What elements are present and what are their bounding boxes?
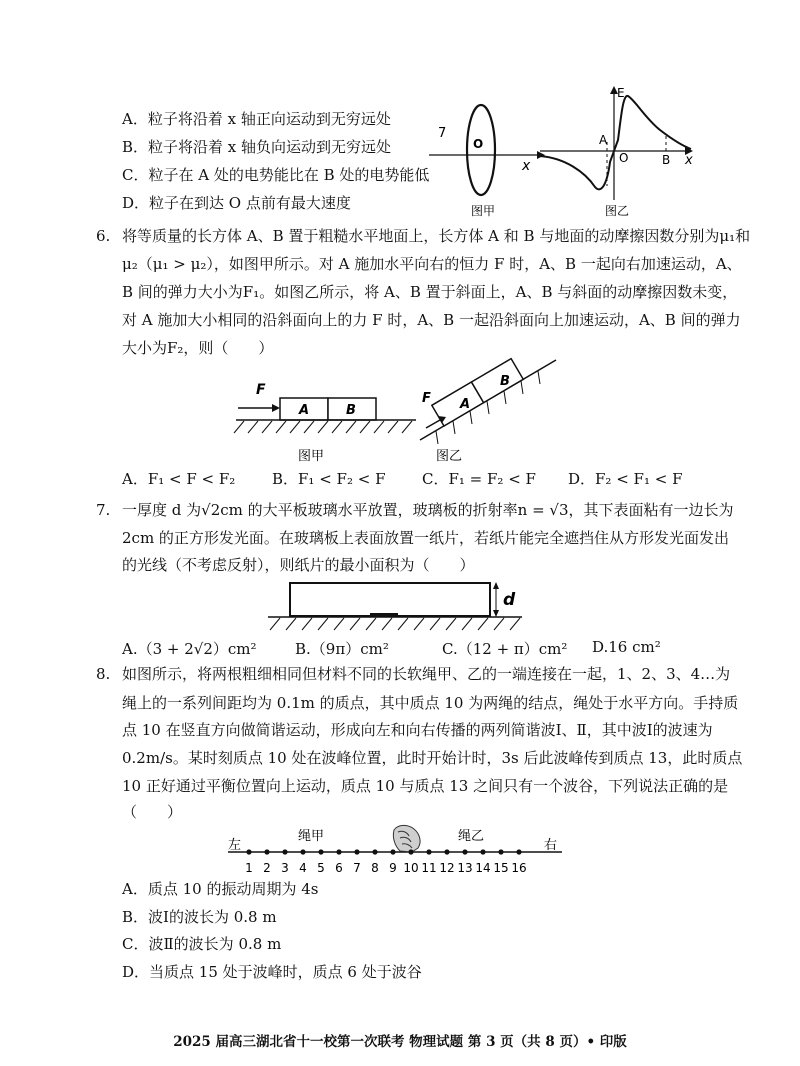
block-b-label: B xyxy=(346,403,356,418)
thickness-label: d xyxy=(503,590,516,610)
q7-number: 7. xyxy=(96,501,111,519)
rope-point-label-4: 4 xyxy=(299,861,307,875)
rope-point-10 xyxy=(408,849,413,854)
rope-point-11 xyxy=(426,849,431,854)
fig2-a-label: A xyxy=(599,133,608,147)
rope-point-label-7: 7 xyxy=(353,861,361,875)
fig1-caption: 图甲 xyxy=(471,204,496,218)
q7-line-3: 的光线（不考虑反射），则纸片的最小面积为（ ） xyxy=(122,556,475,574)
q6-option-a: A．F₁ < F < F₂ xyxy=(122,470,236,488)
fig1-o-label: O xyxy=(473,137,484,151)
left-label: 左 xyxy=(228,838,242,853)
q7-option-a: A.（3 + 2√2）cm² xyxy=(122,640,257,658)
hand-icon xyxy=(393,825,420,852)
rope-point-12 xyxy=(444,849,449,854)
rope-point-label-10: 10 xyxy=(403,861,419,875)
rope-point-label-15: 15 xyxy=(493,861,509,875)
force-arrow-icon xyxy=(272,404,280,412)
q8-option-c: C．波Ⅱ的波长为 0.8 m xyxy=(122,935,282,953)
rope-point-2 xyxy=(264,849,269,854)
rope-point-8 xyxy=(372,849,377,854)
q7-option-b: B.（9π）cm² xyxy=(295,640,389,658)
q5-option-c: C．粒子在 A 处的电势能比在 B 处的电势能低 xyxy=(122,166,430,184)
q6-line-5: 大小为F₂，则（ ） xyxy=(122,339,274,357)
rope-point-label-14: 14 xyxy=(475,861,491,875)
rope-point-label-11: 11 xyxy=(421,861,437,875)
q7-line-2: 2cm 的正方形发光面。在玻璃板上表面放置一纸片，若纸片能完全遮挡住从方形发光面发出 xyxy=(122,529,729,547)
q6-option-b: B．F₁ < F₂ < F xyxy=(272,470,386,488)
q8-number: 8. xyxy=(96,665,111,683)
rope1-label: 绳甲 xyxy=(298,829,325,844)
q8-option-a: A．质点 10 的振动周期为 4s xyxy=(122,880,319,898)
rope-point-5 xyxy=(318,849,323,854)
fig1-mark: 7 xyxy=(438,126,447,141)
rope-point-4 xyxy=(300,849,305,854)
q5-option-a: A．粒子将沿着 x 轴正向运动到无穷远处 xyxy=(122,110,391,128)
fig-caption-2: 图乙 xyxy=(436,449,463,464)
q8-line-1: 如图所示，将两根粗细相同但材料不同的长软绳甲、乙的一端连接在一起，1、2、3、4…为 xyxy=(122,665,731,683)
q5-option-b: B．粒子将沿着 x 轴负向运动到无穷远处 xyxy=(122,138,392,156)
rope2-label: 绳乙 xyxy=(458,829,485,844)
rope-point-6 xyxy=(336,849,341,854)
rope-point-3 xyxy=(282,849,287,854)
page-footer: 2025 届高三湖北省十一校第一次联考 物理试题 第 3 页（共 8 页）• 印版 xyxy=(173,1034,627,1050)
thickness-arrow-down-icon xyxy=(493,610,499,617)
rope-point-label-16: 16 xyxy=(511,861,527,875)
rope-point-label-12: 12 xyxy=(439,861,455,875)
q6-option-d: D．F₂ < F₁ < F xyxy=(568,470,683,488)
q8-line-3: 点 10 在竖直方向做简谐运动，形成向左和向右传播的两列简谐波Ⅰ、Ⅱ，其中波Ⅰ的波速为 xyxy=(122,721,713,739)
q8-figure-rope xyxy=(222,818,574,880)
q6-option-c: C．F₁ = F₂ < F xyxy=(422,470,536,488)
incline-b-label: B xyxy=(500,374,510,389)
fig2-caption: 图乙 xyxy=(605,204,630,218)
table-hatch xyxy=(270,618,520,630)
incline-force-label: F xyxy=(422,391,431,406)
q6-line-1: 将等质量的长方体 A、B 置于粗糙水平地面上，长方体 A 和 B 与地面的动摩擦因数分别为μ₁和 xyxy=(122,227,751,245)
rope-point-7 xyxy=(354,849,359,854)
rope-point-label-13: 13 xyxy=(457,861,473,875)
thickness-arrow-up-icon xyxy=(493,582,499,589)
incline-block-b xyxy=(471,359,523,403)
rope-point-1 xyxy=(246,849,251,854)
q8-line-5: 10 正好通过平衡位置向上运动，质点 10 与质点 13 之间只有一个波谷，下列说法正确的是 xyxy=(122,777,729,795)
rope-point-label-3: 3 xyxy=(281,861,289,875)
rope-points xyxy=(245,849,526,875)
rope-point-15 xyxy=(498,849,503,854)
fig2-e-label: E xyxy=(617,86,625,100)
q5-figure-e-field xyxy=(535,82,700,222)
rope-point-label-1: 1 xyxy=(245,861,253,875)
block-a-label: A xyxy=(299,403,310,418)
q7-option-d: D.16 cm² xyxy=(592,638,661,656)
fig1-x-label: x xyxy=(522,158,531,174)
ground-hatch xyxy=(234,421,412,433)
q6-line-2: μ₂（μ₁ > μ₂），如图甲所示。对 A 施加水平向右的恒力 F 时，A、B 一起向右加速运动，A、 xyxy=(122,255,742,273)
q6-line-4: 对 A 施加大小相同的沿斜面向上的力 F 时，A、B 一起沿斜面向上加速运动，A、B 间的弹力 xyxy=(122,311,741,329)
rope-point-label-9: 9 xyxy=(389,861,397,875)
rope-point-label-5: 5 xyxy=(317,861,325,875)
q8-option-d: D．当质点 15 处于波峰时，质点 6 处于波谷 xyxy=(122,963,422,981)
q8-option-b: B．波Ⅰ的波长为 0.8 m xyxy=(122,908,277,926)
force-label: F xyxy=(256,382,266,398)
rope-point-9 xyxy=(390,849,395,854)
fig2-x-label: x xyxy=(685,153,693,168)
fig2-o-label: O xyxy=(619,151,629,165)
rope-point-16 xyxy=(516,849,521,854)
rope-point-13 xyxy=(462,849,467,854)
fig-caption-1: 图甲 xyxy=(298,449,325,464)
incline-blocks xyxy=(432,359,523,426)
rope-point-label-2: 2 xyxy=(263,861,271,875)
rope-point-label-6: 6 xyxy=(335,861,343,875)
incline-a-label: A xyxy=(460,397,471,412)
q5-figure-ring xyxy=(425,100,550,220)
q6-figure-flat xyxy=(230,378,420,468)
q5-option-d: D．粒子在到达 O 点前有最大速度 xyxy=(122,194,351,212)
e-field-curve xyxy=(540,96,691,189)
fig2-b-label: B xyxy=(662,153,671,167)
rope-point-label-8: 8 xyxy=(371,861,379,875)
q6-number: 6. xyxy=(96,227,111,245)
glass-plate xyxy=(290,583,490,616)
q6-figure-incline xyxy=(416,350,566,468)
right-label: 右 xyxy=(544,838,558,853)
q8-line-2: 绳上的一系列间距均为 0.1m 的质点，其中质点 10 为两绳的结点，绳处于水平方向。手持质 xyxy=(122,694,739,712)
q6-line-3: B 间的弹力大小为F₁。如图乙所示，将 A、B 置于斜面上，A、B 与斜面的动摩擦因数未变， xyxy=(122,283,738,301)
rope-point-14 xyxy=(480,849,485,854)
q7-line-1: 一厚度 d 为√2cm 的大平板玻璃水平放置，玻璃板的折射率n = √3，其下表面粘有一边长为 xyxy=(122,501,734,519)
q8-line-4: 0.2m/s。某时刻质点 10 处在波峰位置，此时开始计时，3s 后此波峰传到质点 13，此时质点 xyxy=(122,749,743,767)
q8-line-6: （ ） xyxy=(122,803,183,821)
q7-option-c: C.（12 + π）cm² xyxy=(442,640,568,658)
incline-force-line xyxy=(426,420,440,428)
q7-figure-glass xyxy=(260,578,530,636)
